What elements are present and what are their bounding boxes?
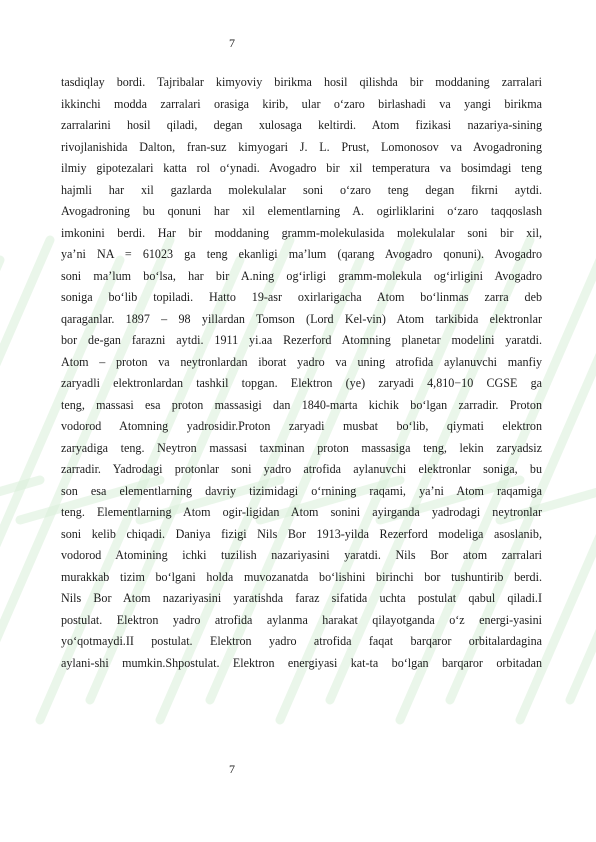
page-number-top: 7 [229,36,235,50]
text-line: Nils Bor Atom nazariyasini yaratishda faraz sifatida uchta postulat qabul qiladi.I [61,591,542,605]
text-line: rivojlanishida Dalton, fran-suz kimyogari J. L. Prust, Lomonosov va Avogadroning [61,139,542,154]
text-line: soni ma’lum bo‘lsa, har bir A.ning og‘irligi gramm-molekula og‘irligini Avogadro [61,268,542,283]
text-line: ya’ni NA = 61023 ga teng ekanligi ma’lum (qarang Avogadro qonuni). Avogadro [61,247,542,261]
text-line: yo‘qotmaydi.II postulat. Elektron yadro atrofida faqat barqaror orbitalardagina [61,634,542,648]
text-line: zarradir. Yadrodagi protonlar soni yadro atrofida aylanuvchi elektronlar soniga, bu [61,462,542,476]
text-line: Atom – proton va neytronlardan iborat yadro va uning atrofida aylanuvchi manfiy [61,354,542,369]
text-line: vodorod Atomining ichki tuzilish nazariyasini yaratdi. Nils Bor atom zarralari [61,548,542,562]
text-line: soniga bo‘lib topiladi. Hatto 19-asr oxirlarigacha Atom bo‘linmas zarra deb [61,290,542,304]
text-line: murakkab tizim bo‘lgani holda muvozanatda bo‘lishini birinchi bor tushuntirib berdi. [61,569,542,584]
body-text [61,72,542,674]
text-line: tasdiqlay bordi. Tajribalar kimyoviy birikma hosil qilishda bir moddaning zarralari [61,75,542,89]
text-line: Avogadroning bu qonuni har xil elementlarning A. ogirliklarini o‘zaro taqqoslash [61,204,542,218]
text-line: teng, massasi esa proton massasigi dan 1840-marta kichik bo‘lgan zarradir. Proton [61,397,542,412]
text-line: postulat. Elektron yadro atrofida aylanma harakat qilayotganda o‘z energi-yasini [61,612,542,627]
text-line: ikkinchi modda zarralari orasiga kirib, ular o‘zaro birlashadi va yangi birikma [61,96,542,111]
text-line: imkonini berdi. Har bir moddaning gramm-molekulasida molekulalar soni bir xil, [61,225,542,240]
text-line: ilmiy gipotezalari katta rol o‘ynadi. Avogadro bir xil temperatura va bosimdagi teng [61,161,542,175]
text-line: hajmli har xil gazlarda molekulalar soni o‘zaro teng degan fikrni aytdi. [61,182,542,197]
text-line: bor de-gan farazni aytdi. 1911 yi.aa Rezerford Atomning planetar modelini yaratdi. [61,333,542,347]
text-line: teng. Elementlarning Atom ogir-ligidan Atom sonini ayirganda yadrodagi neytronlar [61,505,542,519]
page-number-bottom: 7 [229,762,235,776]
text-line: zarralarini hosil qiladi, degan xulosaga keltirdi. Atom fizikasi nazariya-sining [61,118,542,132]
text-line: zaryadiga teng. Neytron massasi taxminan proton massasiga teng, lekin zaryadsiz [61,440,542,455]
text-line: zaryadli elektronlardan tashkil topgan. Elektron (ye) zaryadi 4,810−10 CGSE ga [61,376,542,390]
text-line: soni kelib chiqadi. Daniya fizigi Nils Bor 1913-yilda Rezerford modeliga asoslanib, [61,526,542,541]
text-line: vodorod Atomning yadrosidir.Proton zaryadi musbat bo‘lib, qiymati elektron [61,419,542,433]
text-line: aylani-shi mumkin.Shpostulat. Elektron energiyasi kat-ta bo‘lgan barqaror orbitadan [61,655,542,670]
text-line: son esa elementlarning davriy tizimidagi o‘rnining raqami, ya’ni Atom raqamiga [61,483,542,498]
text-line: qaraganlar. 1897 – 98 yillardan Tomson (Lord Kel-vin) Atom tarkibida elektronlar [61,311,542,326]
